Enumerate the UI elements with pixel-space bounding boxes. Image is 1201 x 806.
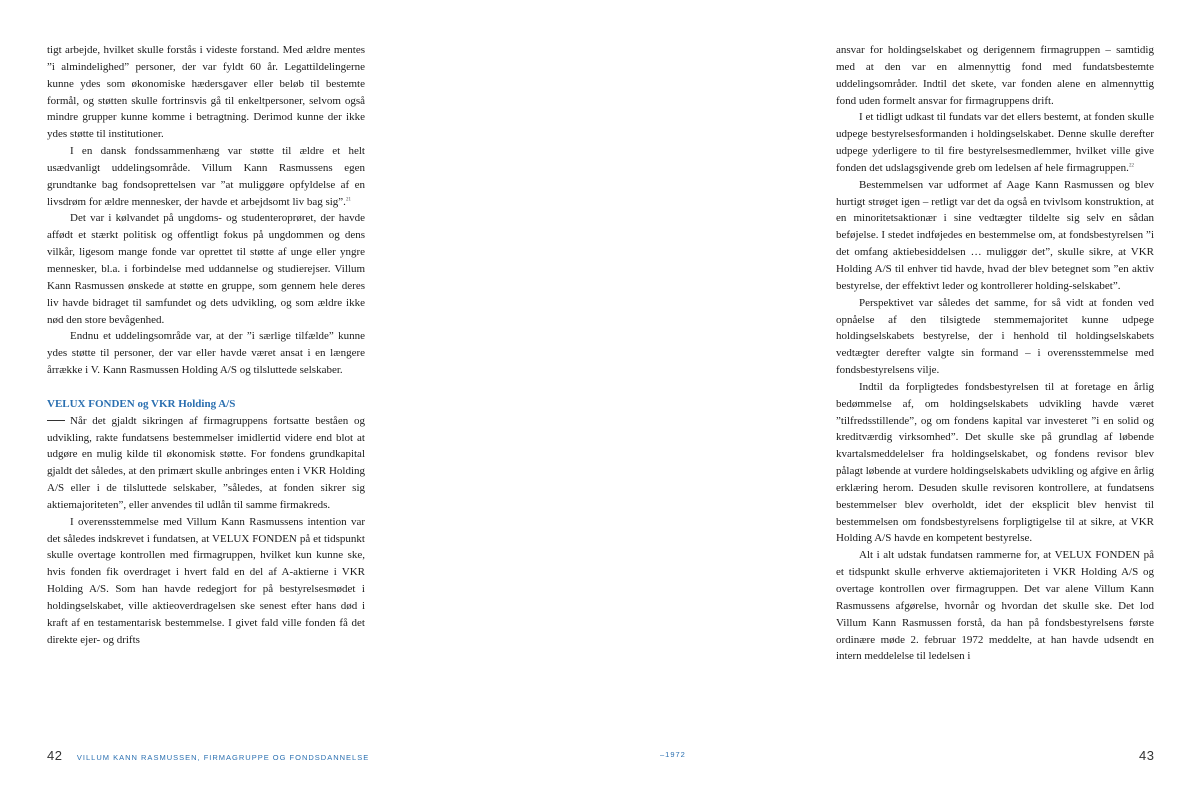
page-number: 43 bbox=[1139, 748, 1155, 763]
page-number: 42 bbox=[47, 748, 63, 763]
paragraph: Bestemmelsen var udformet af Aage Kann Rasmussen og blev hurtigt strøget igen – retligt var det da også en tvivlsom konstruktion, at en minoritetsaktionær i sine vedtægter tildelte sig selv en sådan beføjelse. I stedet indføjedes en bestemmelse om, at fondsbestyrelsen ”i det omfang aktiebesiddelsen … muliggør det”, skulle sikre, at VKR Holding A/S til enhver tid havde, hvad der blev betegnet som ”en aktiv bestyrelse, der effektivt leder og kontrollerer holding-selskabet”. bbox=[836, 178, 1154, 292]
left-page-body bbox=[47, 42, 365, 649]
left-footer bbox=[47, 747, 369, 765]
right-footer bbox=[1139, 747, 1154, 765]
section-heading: VELUX FONDEN og VKR Holding A/S bbox=[47, 397, 236, 410]
paragraph: ansvar for holdingselskabet og derigennem firmagruppen – samtidig med at den var en almennyttig fond med fundatsbestemte uddelingsområder. Indtil det skete, var fonden alene en almennyttig fond uden formelt ansvar for firmagruppens drift. bbox=[836, 44, 1154, 107]
paragraph: tigt arbejde, hvilket skulle forstås i videste forstand. Med ældre mentes ”i almindelighed” personer, der var fyldt 60 år. Legattildelingerne kunne ydes som økonomiske hædersgaver eller beløb til bestemte formål, og støtten skulle fortrinsvis gå til enkeltpersoner, selvom også mindre grupper kunne komme i betragtning. Derimod kunne der ikke ydes støtte til institutioner. bbox=[47, 44, 365, 141]
chapter-marker: –1972 bbox=[660, 750, 686, 759]
paragraph: Endnu et uddelingsområde var, at der ”i særlige tilfælde” kunne ydes støtte til personer, der var eller havde været ansat i en længere årrække i V. Kann Rasmussen Holding A/S og tilsluttede selskaber. bbox=[47, 330, 365, 377]
paragraph: I overensstemmelse med Villum Kann Rasmussens intention var det således indskrevet i fundatsen, at VELUX FONDEN på et tidspunkt skulle overtage kontrollen med firmagruppen, hvilket kun kunne ske, hvis fonden fik overdraget i hvert fald en del af A-aktierne i VKR Holding A/S. Som han havde redegjort for på bestyrelsesmødet i holdingselskabet, ville aktieoverdragelsen ske senest efter hans død i kraft af en testamentarisk bestemmelse. I givet fald ville fonden få det direkte ejer- og drifts bbox=[47, 515, 365, 646]
right-page-body bbox=[836, 42, 1154, 665]
paragraph: I et tidligt udkast til fundats var det ellers bestemt, at fonden skulle udpege bestyrelsesformanden i holdingselskabet. Denne skulle derefter udpege yderligere to til fire bestyrelsesmedlemmer, hvilket ville give fonden det udslagsgivende greb om ledelsen af hele firmagruppen.$^{22}$ bbox=[836, 111, 1154, 174]
paragraph: Indtil da forpligtedes fondsbestyrelsen til at foretage en årlig bedømmelse af, om holdingselskabets udvikling havde været ”tilfredsstillende”, og om fondens kapital var investeret ”i en solid og kreditværdig virksomhed”. Det skulle ske på grundlag af løbende kvartalsmeddelelser fra holdingselskabet, og fondens revisor blev pålagt løbende at vurdere holdingselskabets udvikling og afgive en årlig erklæring herom. Desuden skulle revisoren kontrollere, at fundatsens bestemmelser blev overholdt, idet der eksplicit blev henvist til bestemmelsen om fondsbestyrelsens forpligtigelse til at sikre, at VKR Holding A/S havde en kompetent bestyrelse. bbox=[836, 380, 1154, 545]
em-dash-rule bbox=[47, 420, 65, 421]
paragraph: Alt i alt udstak fundatsen rammerne for, at VELUX FONDEN på et tidspunkt skulle erhverve aktiemajoriteten i VKR Holding A/S og overtage kontrollen over firmagruppen. Det var alene Villum Kann Rasmussens afgørelse, hvornår og hvordan det skulle ske. Det lod Villum Kann Rasmussen forstå, da han på fondsbestyrelsens første ordinære møde 2. februar 1972 meddelte, at han havde udsendt en intern meddelelse til ledelsen i bbox=[836, 549, 1154, 663]
paragraph: I en dansk fondssammenhæng var støtte til ældre et helt usædvanligt uddelingsområde. Villum Kann Rasmussens egen grundtanke bag fondsoprettelsen var ”at muliggøre opfyldelse af en livsdrøm for ældre mennesker, der havde et arbejdsomt liv bag sig”.$^{21}$ bbox=[47, 145, 365, 208]
footnote-ref[interactable]: 21 bbox=[345, 196, 351, 202]
footnote-ref[interactable]: 22 bbox=[1128, 163, 1134, 169]
paragraph: Perspektivet var således det samme, for så vidt at fonden ved opnåelse af den tilsigtede stemmemajoritet kunne udpege holdingselskabets bestyrelse, der i henhold til holdingselskabets vedtægter derefter valgte sin formand – i overensstemmelse med fondsbestyrelsens vilje. bbox=[836, 296, 1154, 377]
paragraph: Det var i kølvandet på ungdoms- og studenteroprøret, der havde affødt et stærkt politisk og offentligt fokus på ungdommen og dens vilkår, ligesom mange fonde var oprettet til støtte af unge eller yngre mennesker, bl.a. i forbindelse med uddannelse og studierejser. Villum Kann Rasmussen ønskede at støtte en gruppe, som gennem hele deres liv havde bidraget til samfundet og dets udvikling, og som ældre ikke nød den store bevågenhed. bbox=[47, 212, 365, 326]
running-head: VILLUM KANN RASMUSSEN, FIRMAGRUPPE OG FONDSDANNELSE bbox=[76, 753, 370, 762]
paragraph: Når det gjaldt sikringen af firmagruppens fortsatte beståen og udvikling, rakte fundatsens bestemmelser imidlertid videre end blot at udgøre en mulig kilde til økonomisk støtte. For fondens grundkapital gjaldt det således, at den primært skulle anbringes enten i VKR Holding A/S eller i de tilsluttede selskaber, ”således, at fonden sikrer sig aktiemajoriteten”, eller anvendes til udlån til samme firmakreds. bbox=[47, 414, 365, 511]
